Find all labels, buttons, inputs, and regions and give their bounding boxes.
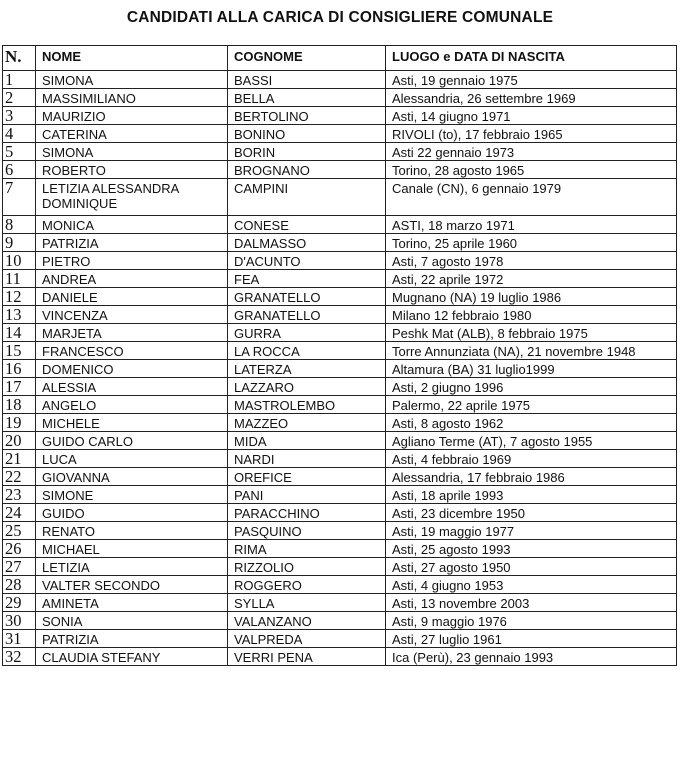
birth-place-date: Alessandria, 26 settembre 1969 — [386, 89, 677, 107]
first-name: SIMONA — [36, 71, 228, 89]
first-name: VINCENZA — [36, 306, 228, 324]
column-header-luogo-data: LUOGO e DATA DI NASCITA — [386, 46, 677, 71]
birth-place-date: Asti 22 gennaio 1973 — [386, 143, 677, 161]
last-name: PASQUINO — [228, 522, 386, 540]
birth-place-date: Alessandria, 17 febbraio 1986 — [386, 468, 677, 486]
table-row — [3, 486, 677, 504]
birth-place-date: Asti, 2 giugno 1996 — [386, 378, 677, 396]
table-row — [3, 540, 677, 558]
last-name: SYLLA — [228, 594, 386, 612]
table-row — [3, 234, 677, 252]
last-name: LA ROCCA — [228, 342, 386, 360]
column-header-cognome: COGNOME — [228, 46, 386, 71]
first-name: CATERINA — [36, 125, 228, 143]
birth-place-date: Asti, 27 agosto 1950 — [386, 558, 677, 576]
table-row — [3, 648, 677, 666]
first-name: ANGELO — [36, 396, 228, 414]
row-number: 13 — [3, 306, 36, 324]
last-name: BROGNANO — [228, 161, 386, 179]
page-title: CANDIDATI ALLA CARICA DI CONSIGLIERE COMUNALE — [126, 9, 554, 26]
row-number: 19 — [3, 414, 36, 432]
row-number: 17 — [3, 378, 36, 396]
first-name: CLAUDIA STEFANY — [36, 648, 228, 666]
row-number: 1 — [3, 71, 36, 89]
last-name: BONINO — [228, 125, 386, 143]
table-row — [3, 143, 677, 161]
first-name: ROBERTO — [36, 161, 228, 179]
table-row — [3, 252, 677, 270]
last-name: MASTROLEMBO — [228, 396, 386, 414]
first-name: ANDREA — [36, 270, 228, 288]
birth-place-date: Asti, 9 maggio 1976 — [386, 612, 677, 630]
last-name: GRANATELLO — [228, 306, 386, 324]
table-row — [3, 450, 677, 468]
first-name: LETIZIA ALESSANDRA DOMINIQUE — [36, 179, 228, 216]
row-number: 27 — [3, 558, 36, 576]
table-row — [3, 306, 677, 324]
table-row — [3, 612, 677, 630]
first-name: LETIZIA — [36, 558, 228, 576]
table-row — [3, 125, 677, 143]
table-row — [3, 630, 677, 648]
first-name: FRANCESCO — [36, 342, 228, 360]
row-number: 32 — [3, 648, 36, 666]
row-number: 31 — [3, 630, 36, 648]
table-row — [3, 432, 677, 450]
table-row — [3, 468, 677, 486]
last-name: CONESE — [228, 216, 386, 234]
first-name: SIMONE — [36, 486, 228, 504]
last-name: OREFICE — [228, 468, 386, 486]
birth-place-date: ASTI, 18 marzo 1971 — [386, 216, 677, 234]
last-name: BORIN — [228, 143, 386, 161]
birth-place-date: Asti, 22 aprile 1972 — [386, 270, 677, 288]
row-number: 2 — [3, 89, 36, 107]
first-name: DOMENICO — [36, 360, 228, 378]
birth-place-date: Asti, 8 agosto 1962 — [386, 414, 677, 432]
birth-place-date: RIVOLI (to), 17 febbraio 1965 — [386, 125, 677, 143]
last-name: VERRI PENA — [228, 648, 386, 666]
table-row — [3, 270, 677, 288]
birth-place-date: Ica (Perù), 23 gennaio 1993 — [386, 648, 677, 666]
birth-place-date: Asti, 4 febbraio 1969 — [386, 450, 677, 468]
row-number: 4 — [3, 125, 36, 143]
birth-place-date: Agliano Terme (AT), 7 agosto 1955 — [386, 432, 677, 450]
last-name: VALANZANO — [228, 612, 386, 630]
birth-place-date: Asti, 13 novembre 2003 — [386, 594, 677, 612]
first-name: MAURIZIO — [36, 107, 228, 125]
row-number: 18 — [3, 396, 36, 414]
row-number: 3 — [3, 107, 36, 125]
row-number: 22 — [3, 468, 36, 486]
birth-place-date: Milano 12 febbraio 1980 — [386, 306, 677, 324]
birth-place-date: Canale (CN), 6 gennaio 1979 — [386, 179, 677, 216]
first-name: SIMONA — [36, 143, 228, 161]
column-header-number: N. — [3, 46, 36, 71]
first-name: AMINETA — [36, 594, 228, 612]
last-name: D'ACUNTO — [228, 252, 386, 270]
first-name: RENATO — [36, 522, 228, 540]
table-row — [3, 89, 677, 107]
row-number: 30 — [3, 612, 36, 630]
birth-place-date: Torino, 28 agosto 1965 — [386, 161, 677, 179]
table-row — [3, 107, 677, 125]
row-number: 9 — [3, 234, 36, 252]
last-name: RIMA — [228, 540, 386, 558]
last-name: BERTOLINO — [228, 107, 386, 125]
birth-place-date: Asti, 19 gennaio 1975 — [386, 71, 677, 89]
table-row — [3, 504, 677, 522]
table-row — [3, 216, 677, 234]
last-name: NARDI — [228, 450, 386, 468]
birth-place-date: Asti, 14 giugno 1971 — [386, 107, 677, 125]
first-name: PATRIZIA — [36, 234, 228, 252]
last-name: MIDA — [228, 432, 386, 450]
last-name: DALMASSO — [228, 234, 386, 252]
birth-place-date: Peshk Mat (ALB), 8 febbraio 1975 — [386, 324, 677, 342]
first-name: MARJETA — [36, 324, 228, 342]
row-number: 11 — [3, 270, 36, 288]
first-name: DANIELE — [36, 288, 228, 306]
table-row — [3, 558, 677, 576]
first-name: GIOVANNA — [36, 468, 228, 486]
table-row — [3, 161, 677, 179]
birth-place-date: Palermo, 22 aprile 1975 — [386, 396, 677, 414]
table-row — [3, 594, 677, 612]
row-number: 14 — [3, 324, 36, 342]
table-row — [3, 414, 677, 432]
row-number: 12 — [3, 288, 36, 306]
row-number: 10 — [3, 252, 36, 270]
last-name: CAMPINI — [228, 179, 386, 216]
birth-place-date: Asti, 27 luglio 1961 — [386, 630, 677, 648]
last-name: LATERZA — [228, 360, 386, 378]
row-number: 26 — [3, 540, 36, 558]
last-name: BASSI — [228, 71, 386, 89]
table-row — [3, 288, 677, 306]
table-row — [3, 71, 677, 89]
first-name: GUIDO CARLO — [36, 432, 228, 450]
birth-place-date: Mugnano (NA) 19 luglio 1986 — [386, 288, 677, 306]
last-name: VALPREDA — [228, 630, 386, 648]
birth-place-date: Torre Annunziata (NA), 21 novembre 1948 — [386, 342, 677, 360]
row-number: 7 — [3, 179, 36, 216]
row-number: 21 — [3, 450, 36, 468]
row-number: 15 — [3, 342, 36, 360]
row-number: 23 — [3, 486, 36, 504]
table-row — [3, 396, 677, 414]
birth-place-date: Altamura (BA) 31 luglio1999 — [386, 360, 677, 378]
row-number: 29 — [3, 594, 36, 612]
table-row — [3, 179, 677, 216]
birth-place-date: Asti, 18 aprile 1993 — [386, 486, 677, 504]
table-row — [3, 360, 677, 378]
birth-place-date: Asti, 4 giugno 1953 — [386, 576, 677, 594]
birth-place-date: Asti, 23 dicembre 1950 — [386, 504, 677, 522]
birth-place-date: Asti, 19 maggio 1977 — [386, 522, 677, 540]
last-name: LAZZARO — [228, 378, 386, 396]
last-name: GRANATELLO — [228, 288, 386, 306]
row-number: 20 — [3, 432, 36, 450]
row-number: 16 — [3, 360, 36, 378]
last-name: PANI — [228, 486, 386, 504]
table-row — [3, 576, 677, 594]
first-name: SONIA — [36, 612, 228, 630]
first-name: GUIDO — [36, 504, 228, 522]
cropped-text-fragment — [40, 0, 640, 2]
candidates-table — [2, 45, 677, 666]
first-name: MONICA — [36, 216, 228, 234]
birth-place-date: Torino, 25 aprile 1960 — [386, 234, 677, 252]
last-name: GURRA — [228, 324, 386, 342]
row-number: 5 — [3, 143, 36, 161]
last-name: FEA — [228, 270, 386, 288]
last-name: PARACCHINO — [228, 504, 386, 522]
header-row — [3, 46, 677, 71]
table-row — [3, 378, 677, 396]
first-name: MASSIMILIANO — [36, 89, 228, 107]
first-name: MICHAEL — [36, 540, 228, 558]
first-name: PIETRO — [36, 252, 228, 270]
last-name: RIZZOLIO — [228, 558, 386, 576]
last-name: MAZZEO — [228, 414, 386, 432]
first-name: VALTER SECONDO — [36, 576, 228, 594]
first-name: ALESSIA — [36, 378, 228, 396]
first-name: MICHELE — [36, 414, 228, 432]
row-number: 24 — [3, 504, 36, 522]
table-row — [3, 342, 677, 360]
last-name: ROGGERO — [228, 576, 386, 594]
last-name: BELLA — [228, 89, 386, 107]
row-number: 25 — [3, 522, 36, 540]
birth-place-date: Asti, 7 agosto 1978 — [386, 252, 677, 270]
row-number: 8 — [3, 216, 36, 234]
column-header-nome: NOME — [36, 46, 228, 71]
table-row — [3, 522, 677, 540]
first-name: LUCA — [36, 450, 228, 468]
table-row — [3, 324, 677, 342]
row-number: 28 — [3, 576, 36, 594]
birth-place-date: Asti, 25 agosto 1993 — [386, 540, 677, 558]
row-number: 6 — [3, 161, 36, 179]
first-name: PATRIZIA — [36, 630, 228, 648]
